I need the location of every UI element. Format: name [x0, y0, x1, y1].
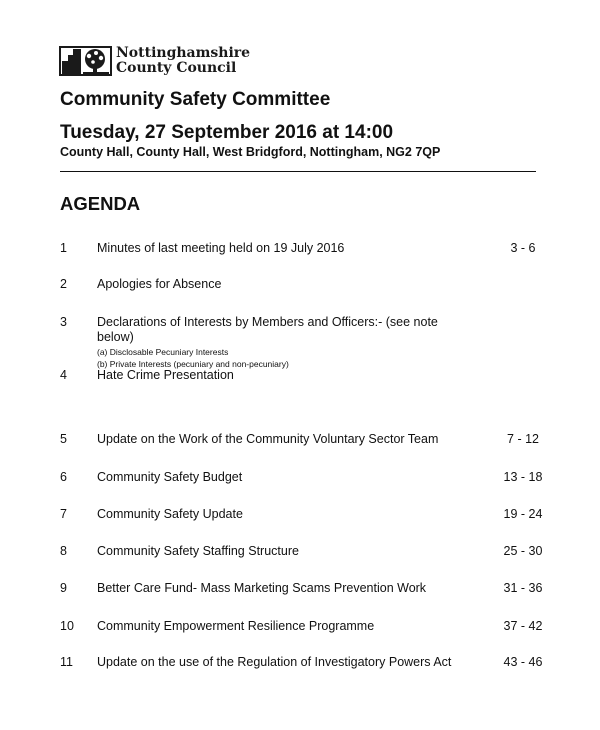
agenda-sub-item: (a) Disclosable Pecuniary Interests: [97, 347, 229, 357]
agenda-item-number: 10: [60, 619, 74, 633]
council-logo: [59, 45, 250, 77]
agenda-item-pages: 25 - 30: [503, 544, 543, 558]
agenda-sub-item: (b) Private Interests (pecuniary and non-pecuniary): [97, 358, 289, 369]
agenda-item-number: 8: [60, 544, 67, 558]
agenda-item-number: 9: [60, 581, 67, 595]
council-name-line2: County Council: [116, 60, 237, 76]
agenda-item-pages: 13 - 18: [503, 470, 543, 484]
agenda-item-pages: 37 - 42: [503, 619, 543, 633]
agenda-item-number: 5: [60, 432, 67, 446]
agenda-item-number: 4: [60, 368, 67, 382]
agenda-item-number: 3: [60, 315, 67, 329]
agenda-heading: AGENDA: [60, 193, 141, 214]
agenda-item-title: Minutes of last meeting held on 19 July 2016: [97, 241, 345, 255]
agenda-item-block: [97, 315, 465, 370]
agenda-item-number: 11: [60, 655, 73, 669]
agenda-item-title: Community Safety Staffing Structure: [97, 544, 299, 558]
tree-crest-icon: [59, 45, 112, 77]
meeting-venue: County Hall, County Hall, West Bridgford, Nottingham, NG2 7QP: [60, 145, 441, 159]
agenda-item-title: Update on the Work of the Community Voluntary Sector Team: [97, 432, 439, 446]
agenda-item-number: 1: [60, 241, 67, 255]
meeting-date-time: Tuesday, 27 September 2016 at 14:00: [60, 122, 394, 143]
agenda-item-pages: 3 - 6: [510, 241, 536, 255]
agenda-item-title: Apologies for Absence: [97, 277, 222, 291]
agenda-item-number: 2: [60, 277, 67, 291]
agenda-item-pages: 43 - 46: [503, 655, 543, 669]
council-name-line1: Nottinghamshire: [116, 45, 251, 61]
header-divider: [60, 171, 536, 172]
committee-title: Community Safety Committee: [60, 89, 331, 110]
agenda-item-pages: 19 - 24: [503, 507, 543, 521]
agenda-item-number: 7: [60, 507, 67, 521]
agenda-item-pages: 7 - 12: [507, 432, 539, 446]
agenda-item-title: Update on the use of the Regulation of Investigatory Powers Act: [97, 655, 452, 669]
agenda-item-number: 6: [60, 470, 67, 484]
council-name: [116, 46, 250, 76]
agenda-item-title: Community Empowerment Resilience Programme: [97, 619, 375, 633]
agenda-item-title: Community Safety Budget: [97, 470, 243, 484]
agenda-item-pages: 31 - 36: [503, 581, 543, 595]
agenda-item-title: Declarations of Interests by Members and Officers:- (see note below): [97, 315, 438, 344]
agenda-item-title: Better Care Fund- Mass Marketing Scams Prevention Work: [97, 581, 427, 595]
agenda-item-title: Community Safety Update: [97, 507, 243, 521]
agenda-sub-list: [97, 347, 465, 370]
agenda-item-title: Hate Crime Presentation: [97, 368, 234, 382]
